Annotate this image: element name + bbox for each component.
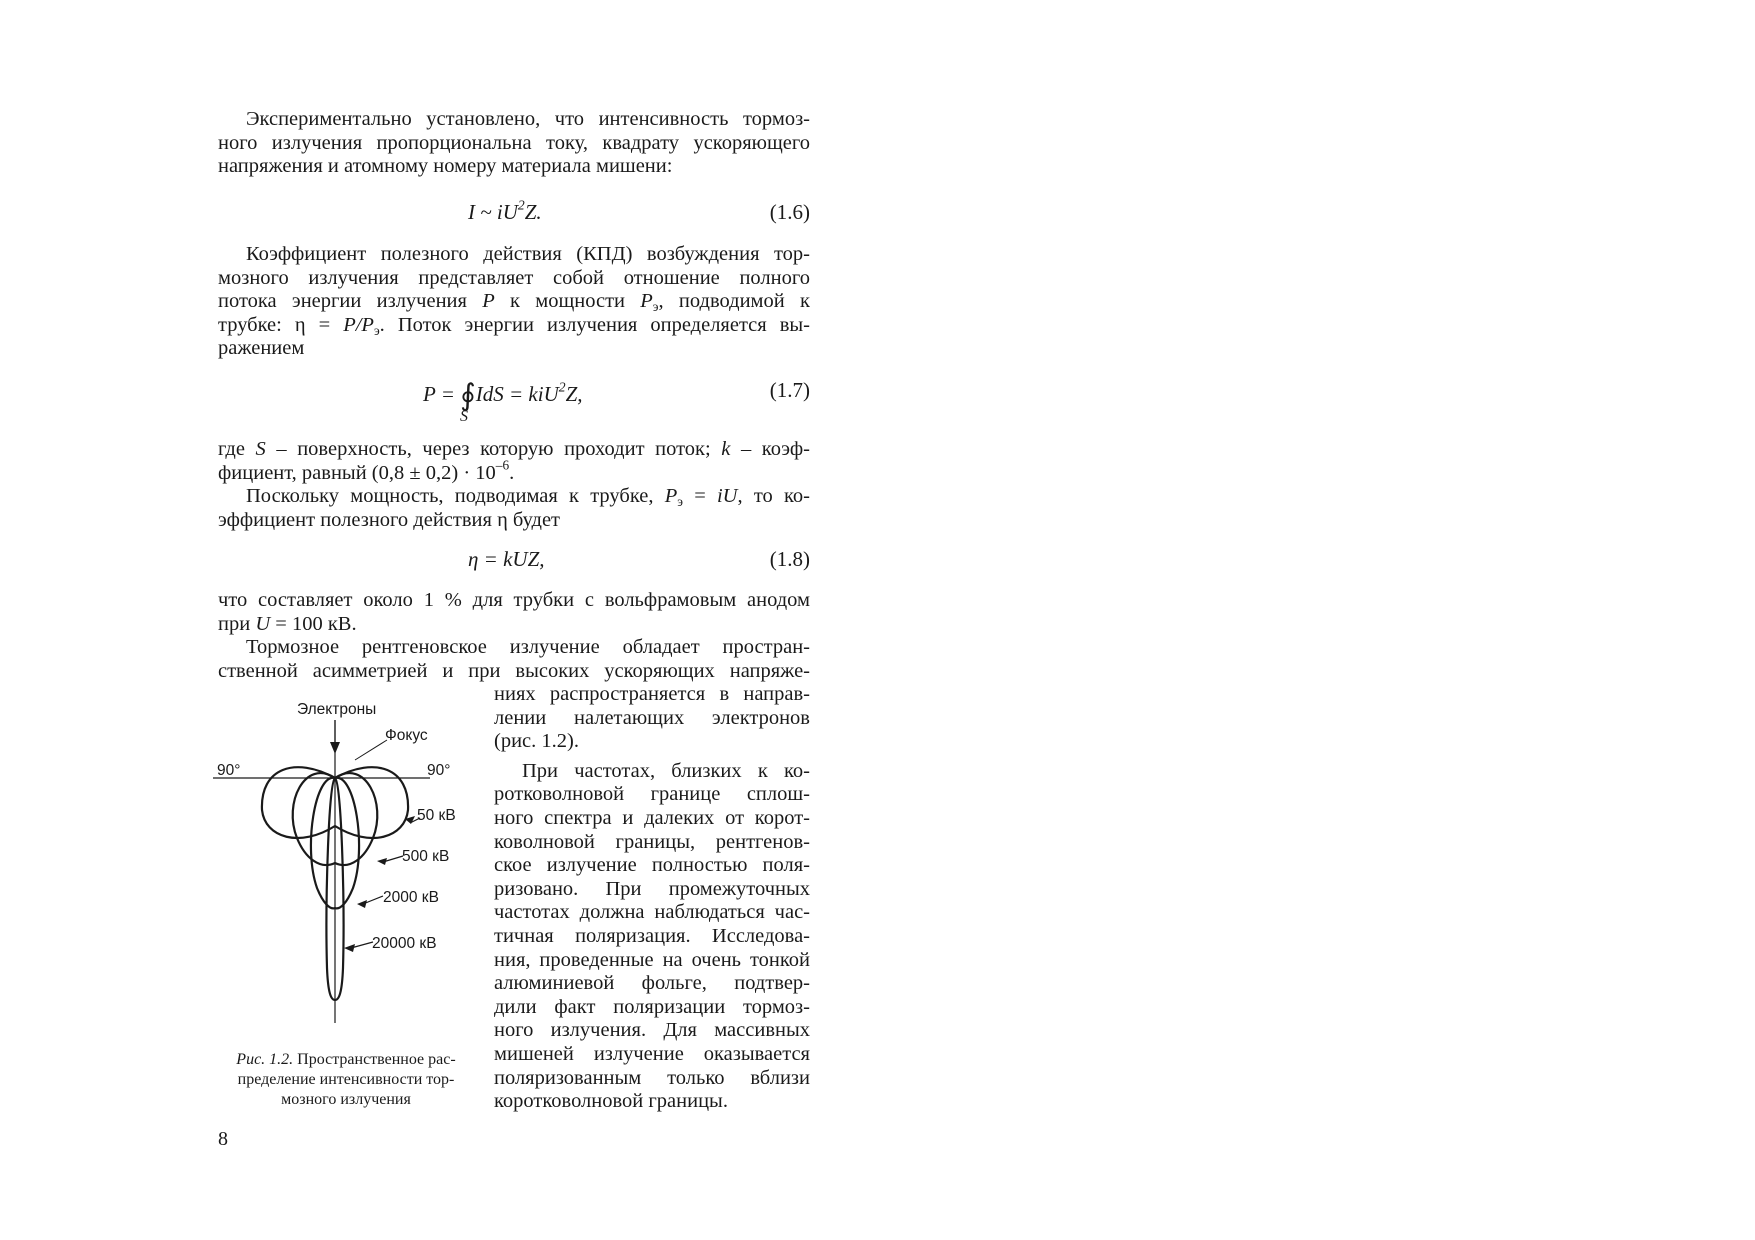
equation-1-8 <box>218 547 810 579</box>
text-line: ризовано. При промежуточных <box>494 877 810 900</box>
text-line: Поскольку мощность, подводимая к трубке, $P_э$ = iU, то ко- <box>246 485 810 510</box>
label-90-right: 90° <box>427 762 451 779</box>
bremsstrahlung-distribution-diagram <box>205 698 475 1038</box>
label-focus: Фокус <box>385 727 428 744</box>
text-line: коволновой границы, рентгенов- <box>494 830 810 853</box>
caption-line: Рис. 1.2. Пространственное рас- <box>236 1051 456 1068</box>
text-line: ного спектра и далеких от корот- <box>494 806 810 829</box>
right-column-text <box>494 683 810 1114</box>
text-line: дили факт поляризации тормоз- <box>494 995 810 1018</box>
text-line: где S – поверхность, через которую проходит поток; k – коэф- <box>218 438 811 460</box>
figure-1-2 <box>205 698 475 1038</box>
label-2000kv: 2000 кВ <box>383 889 439 906</box>
label-electrons: Электроны <box>297 701 377 718</box>
equation-number: (1.7) <box>769 378 810 402</box>
caption-line: мозного излучения <box>281 1091 411 1108</box>
text-line: коротковолновой границы. <box>494 1090 728 1113</box>
focus-leader <box>355 740 387 760</box>
text-line: тичная поляризация. Исследова- <box>494 924 810 947</box>
label-20000kv: 20000 кВ <box>372 935 437 952</box>
text-line: Коэффициент полезного действия (КПД) возбуждения тор- <box>246 243 810 265</box>
equation-1-7 <box>218 378 810 426</box>
paragraph-3 <box>218 438 810 532</box>
page-number: 8 <box>218 1128 228 1150</box>
text-line: поляризованным только вблизи <box>494 1066 810 1089</box>
text-line: ния, проведенные на очень тонкой <box>494 948 810 971</box>
label-500kv: 500 кВ <box>402 848 450 865</box>
label-50kv: 50 кВ <box>417 807 456 824</box>
caption-line: пределение интенсивности тор- <box>237 1071 455 1088</box>
text-line: ственной асимметрией и при высоких ускоряющих напряже- <box>218 659 810 682</box>
label-90-left: 90° <box>217 762 241 779</box>
text-line: ражением <box>218 337 305 360</box>
paragraph-5 <box>218 589 810 683</box>
leader-20000kv-arrow <box>344 944 355 952</box>
text-line: ское излучение полностью поля- <box>494 854 810 877</box>
equation-1-6 <box>218 197 810 232</box>
text-line: (рис. 1.2). <box>494 730 579 753</box>
figure-caption <box>218 1050 474 1110</box>
text-line: ного излучения. Для массивных <box>494 1019 810 1042</box>
text-line: эффициент полезного действия η будет <box>218 508 561 531</box>
integral-subscript: S <box>460 408 468 425</box>
text-line: трубке: $\eta = P/P_э$. Поток энергии излучения определяется вы- <box>218 313 810 338</box>
text-line: При частотах, близких к ко- <box>522 759 810 782</box>
equation-formula: η = kUZ, <box>468 547 545 571</box>
paragraph-1 <box>218 108 810 179</box>
text-line: ного излучения пропорциональна току, квадрату ускоряющего <box>218 131 810 154</box>
text-line: лении налетающих электронов <box>494 706 810 729</box>
equation-number: (1.6) <box>769 200 810 224</box>
text-line: мишеней излучение оказывается <box>494 1042 810 1065</box>
equation-formula: I ~ $iU^2Z$. <box>468 197 542 224</box>
equation-number: (1.8) <box>769 547 810 571</box>
text-line: ниях распространяется в направ- <box>494 683 810 705</box>
paragraph-2 <box>218 243 810 361</box>
text-line: Экспериментально установлено, что интенсивность тормоз- <box>246 108 810 130</box>
leader-2000kv-arrow <box>357 900 367 908</box>
text-line: фициент, равный $(0,8 \pm 0,2) \cdot 10^{-6}$. <box>218 457 515 484</box>
text-line: что составляет около 1 % для трубки с вольфрамовым анодом <box>218 589 810 611</box>
text-line: частотах должна наблюдаться час- <box>494 901 810 924</box>
text-line: при U = 100 кВ. <box>218 612 357 635</box>
text-line: напряжения и атомному номеру материала мишени: <box>218 155 673 178</box>
leader-500kv-arrow <box>377 858 387 865</box>
text-line: ротковолновой границе сплош- <box>494 783 810 806</box>
text-line: Тормозное рентгеновское излучение обладает простран- <box>246 636 810 659</box>
electron-arrow-head <box>330 742 340 754</box>
equation-formula: P = ∮IdS = kiU$^2$Z, <box>423 379 583 412</box>
text-line: алюминиевой фольге, подтвер- <box>494 972 810 995</box>
text-line: мозного излучения представляет собой отношение полного <box>218 266 810 289</box>
text-line: потока энергии излучения P к мощности $P_э$, подводимой к <box>218 290 810 315</box>
